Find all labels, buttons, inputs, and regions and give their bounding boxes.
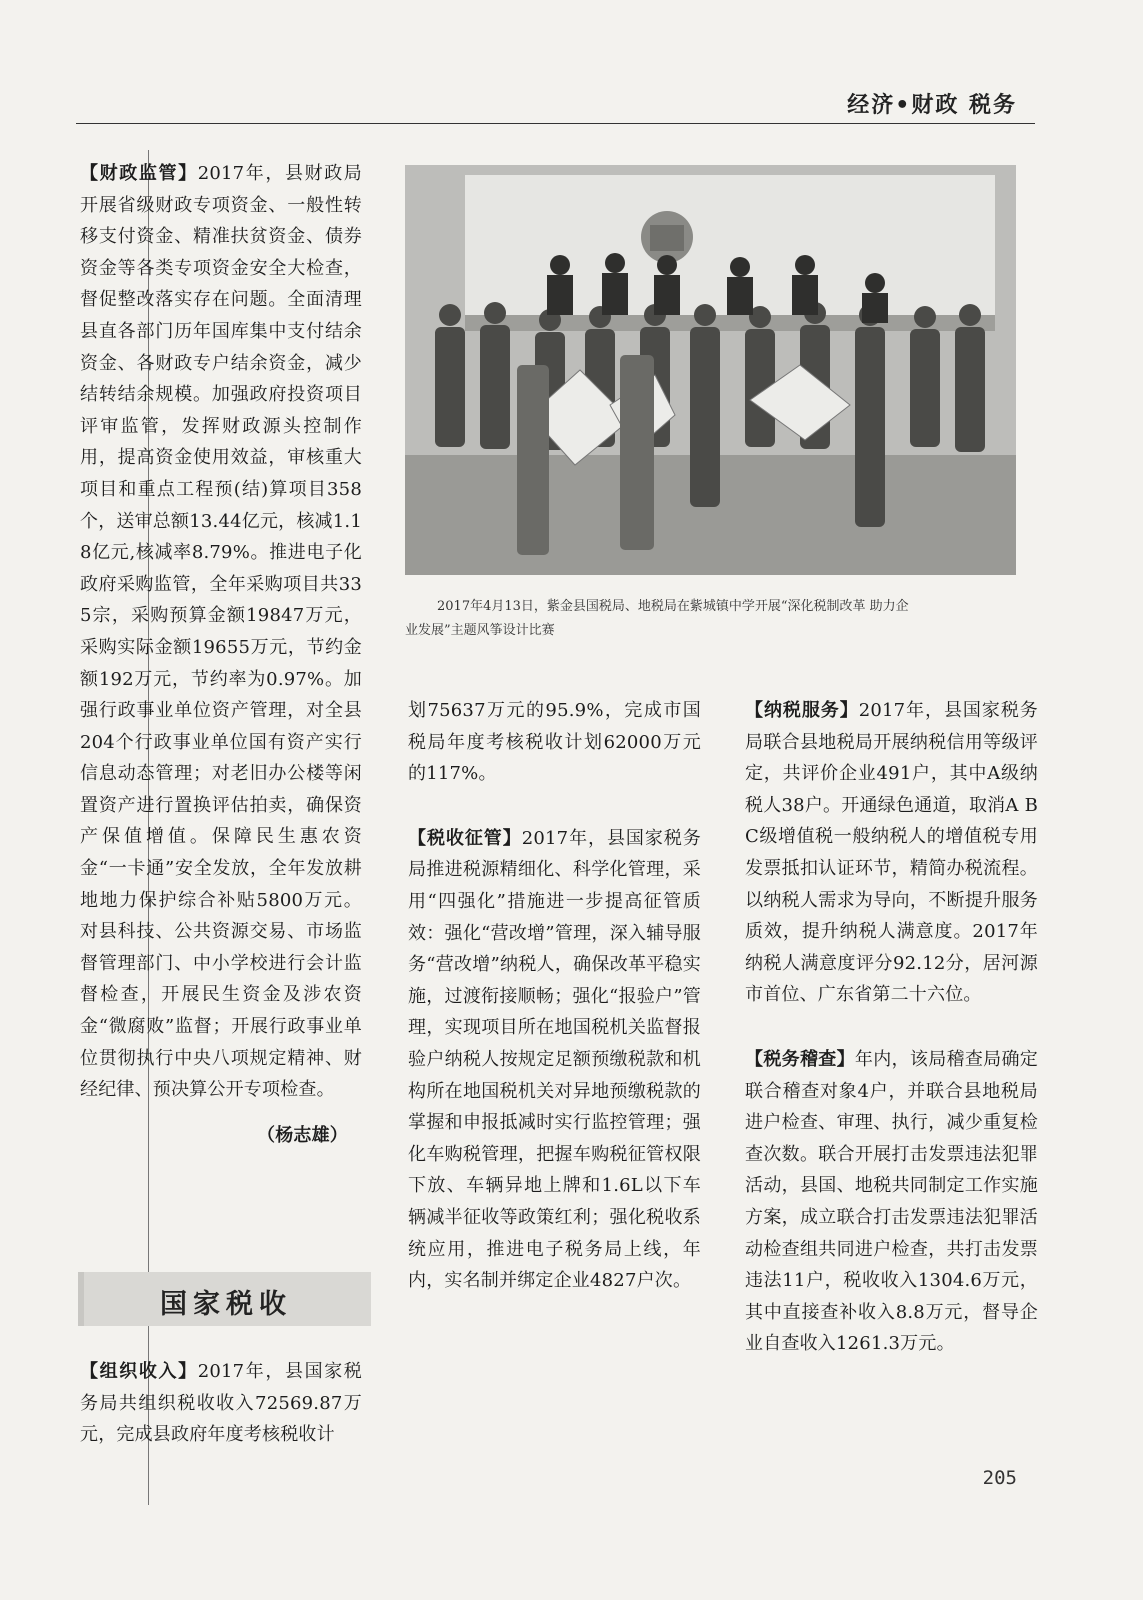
header-rule — [76, 123, 1035, 124]
paragraph-text: 年内，该局稽查局确定联合稽查对象4户，并联合县地税局进户检查、审理、执行，减少重复检查次数。联合开展打击发票违法犯罪活动，县国、地税共同制定工作实施方案，成立联合打击发票违法犯罪活动检查组共同进户检查，共打击发票违法11户，税收收入1304.6万元，其中直接查补收入8.8万元，督导企业自查收入1261.3万元。 — [745, 1048, 1038, 1355]
page-number: 205 — [982, 1467, 1017, 1489]
left-column — [80, 158, 362, 1151]
section-head-revenue: 【组织收入】 — [80, 1361, 198, 1382]
paragraph-text: 2017年，县国家税务局联合县地税局开展纳税信用等级评定，共评价企业491户，其中A级纳税人38户。开通绿色通道，取消A B C级增值税一般纳税人的增值税专用发票抵扣认证环节，精简办税流程。以纳税人需求为导向，不断提升服务质效，提升纳税人满意度。2017年纳税人满意度评分92.12分，居河源市首位、广东省第二十六位。 — [745, 700, 1038, 1006]
left-column-lower — [80, 1356, 362, 1451]
caption-line-1: 2017年4月13日，紫金县国税局、地税局在紫城镇中学开展“深化税制改革 助力企 — [437, 599, 909, 614]
paragraph-text: 2017年，县国家税务局共组织税收收入72569.87万元，完成县政府年度考核税收计 — [80, 1361, 363, 1446]
paragraph-tax-inspection — [745, 1044, 1038, 1360]
right-column — [745, 695, 1038, 1360]
paragraph-finance-supervision — [80, 158, 362, 1106]
author-signature: （杨志雄） — [257, 1124, 348, 1146]
running-header: 经济•财政 税务 — [847, 93, 1017, 118]
section-head-finance-supervision: 【财政监管】 — [80, 163, 198, 184]
section-head-tax-service: 【纳税服务】 — [745, 700, 859, 721]
section-head-tax-administration: 【税收征管】 — [408, 827, 522, 849]
section-head-tax-inspection: 【税务稽查】 — [745, 1048, 855, 1070]
paragraph-text: 2017年，县国家税务局推进税源精细化、科学化管理，采用“四强化”措施进一步提高征管质效：强化“营改增”管理，深入辅导服务“营改增”纳税人，确保改革平稳实施，过渡衔接顺畅；强化“报验户”管理，实现项目所在地国税机关监督报验户纳税人按规定足额预缴税款和机构所在地国税机关对异地预缴税款的掌握和申报抵减时实行监控管理；强化车购税管理，把握车购税征管权限下放、车辆异地上牌和1.6L以下车辆减半征收等政策红利；强化税收系统应用，推进电子税务局上线，年内，实名制并绑定企业4827户次。 — [408, 827, 701, 1292]
paragraph-text: 2017年，县财政局开展省级财政专项资金、一般性转移支付资金、精准扶贫资金、债券资金等各类专项资金安全大检查，督促整改落实存在问题。全面清理县直各部门历年国库集中支付结余资金、各财政专户结余资金，减少结转结余规模。加强政府投资项目评审监管，发挥财政源头控制作用，提高资金使用效益，审核重大项目和重点工程预(结)算项目358个，送审总额13.44亿元，核减1.18亿元,核减率8.79%。推进电子化政府采购监管，全年采购项目共335宗，采购预算金额19847万元，采购实际金额19655万元，节约金额192万元，节约率为0.97%。加强行政事业单位资产管理，对全县204个行政事业单位国有资产实行信息动态管理；对老旧办公楼等闲置资产进行置换评估拍卖，确保资产保值增值。保障民生惠农资金“一卡通”安全发放，全年发放耕地地力保护综合补贴5800万元。对县科技、公共资源交易、市场监督管理部门、中小学校进行会计监督检查，开展民生资金及涉农资金“微腐败”监督；开展行政事业单位贯彻执行中央八项规定精神、财经纪律、预决算公开专项检查。 — [80, 163, 363, 1101]
caption-line-2: 业发展”主题风筝设计比赛 — [405, 623, 555, 638]
middle-column — [408, 695, 701, 1297]
photo-illustration — [405, 165, 1016, 575]
paragraph-revenue — [80, 1356, 362, 1451]
paragraph-tax-service — [745, 695, 1038, 1011]
chapter-banner — [78, 1272, 371, 1326]
event-photo — [405, 165, 1016, 575]
chapter-title: 国家税收 — [160, 1289, 292, 1320]
paragraph-tax-administration — [408, 823, 701, 1297]
photo-caption — [405, 595, 1016, 643]
paragraph-revenue-continued: 划75637万元的95.9%，完成市国税局年度考核税收计划62000万元的117%。 — [408, 700, 701, 785]
